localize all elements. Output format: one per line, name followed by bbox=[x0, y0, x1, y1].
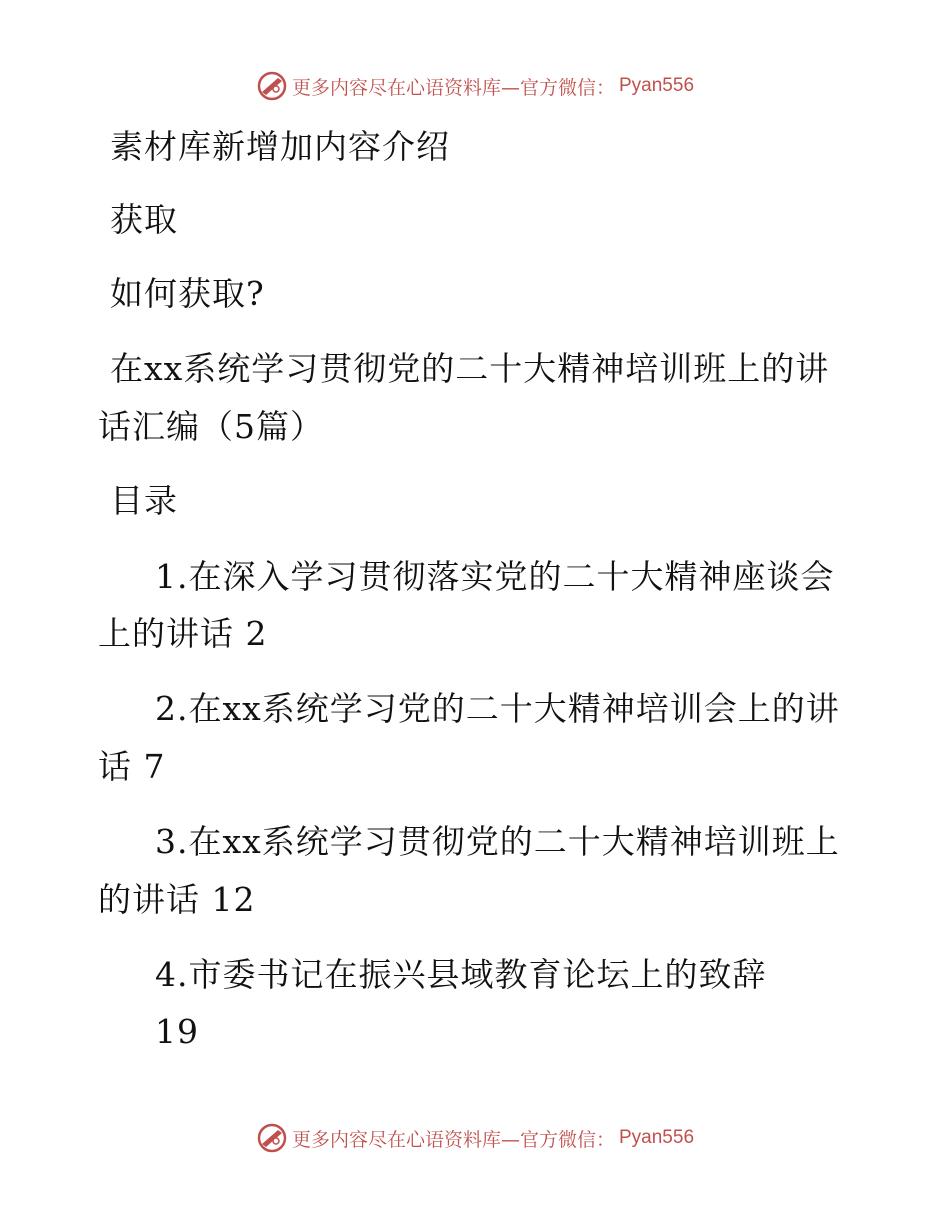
wechat-id: Pyan556 bbox=[619, 1127, 695, 1148]
toc-item-2: 2.在xx系统学习党的二十大精神培训会上的讲 bbox=[155, 689, 840, 728]
header-watermark bbox=[0, 70, 950, 102]
watermark-text: 更多内容尽在心语资料库—官方微信： bbox=[291, 1128, 615, 1151]
toc-label: 目录 bbox=[110, 481, 178, 520]
obtain-label: 获取 bbox=[110, 200, 178, 239]
toc-item-2-cont: 话 7 bbox=[98, 747, 166, 786]
document-title-line2: 话汇编（5篇） bbox=[98, 407, 324, 446]
how-to-obtain: 如何获取? bbox=[110, 274, 265, 313]
pen-logo-icon bbox=[256, 70, 288, 102]
toc-item-4-cont: 19 bbox=[155, 1012, 199, 1051]
wechat-id: Pyan556 bbox=[619, 75, 695, 96]
page-heading: 素材库新增加内容介绍 bbox=[110, 127, 450, 166]
toc-item-1-cont: 上的讲话 2 bbox=[98, 614, 268, 653]
footer-watermark bbox=[0, 1122, 950, 1154]
watermark-text: 更多内容尽在心语资料库—官方微信： bbox=[291, 76, 615, 99]
toc-item-3: 3.在xx系统学习贯彻党的二十大精神培训班上 bbox=[155, 822, 840, 861]
document-title-line1: 在xx系统学习贯彻党的二十大精神培训班上的讲 bbox=[110, 349, 830, 388]
pen-logo-icon bbox=[256, 1122, 288, 1154]
toc-item-1: 1.在深入学习贯彻落实党的二十大精神座谈会 bbox=[155, 557, 835, 596]
toc-item-4: 4.市委书记在振兴县域教育论坛上的致辞 bbox=[155, 955, 767, 994]
toc-item-3-cont: 的讲话 12 bbox=[98, 880, 256, 919]
